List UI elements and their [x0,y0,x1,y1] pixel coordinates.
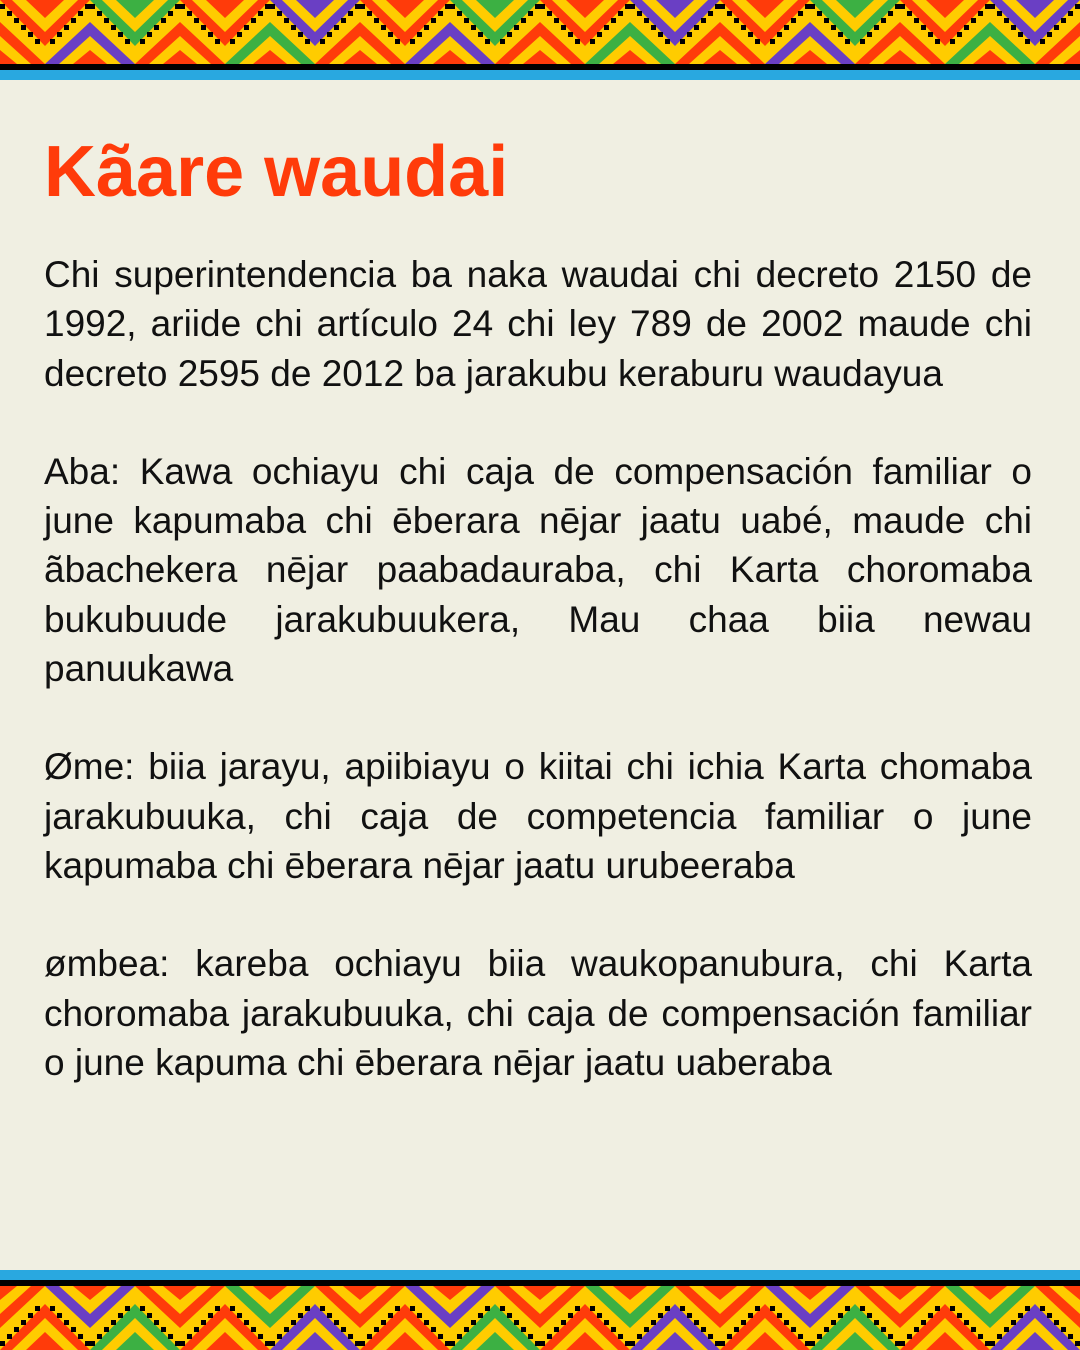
paragraph-intro: Chi superintendencia ba naka waudai chi decreto 2150 de 1992, ariide chi artículo 24 chi ley 789 de 2002 maude chi decreto 2595 de 2012 ba jarakubu keraburu waudayua [44,254,1032,394]
woven-border-pattern [0,0,1080,80]
paragraph-ome: Øme: biia jarayu, apiibiayu o kiitai chi ichia Karta chomaba jarakubuuka, chi caja de competencia familiar o june kapumaba chi ēberara nējar jaatu urubeeraba [44,746,1032,886]
main-content [44,128,1032,1136]
bottom-decorative-border [0,1270,1080,1350]
paragraph-aba: Aba: Kawa ochiayu chi caja de compensación familiar o june kapumaba chi ēberara nējar jaatu uabé, maude chi ãbachekera nējar paabadauraba, chi Karta choromaba bukubuude jarakubuukera, Mau chaa biia newau panuukawa [44,450,1032,690]
woven-border-pattern [0,1270,1080,1350]
top-decorative-border [0,0,1080,80]
paragraph-ombea: ømbea: kareba ochiayu biia waukopanubura, chi Karta choromaba jarakubuuka, chi caja de compensación familiar o june kapuma chi ēberara nējar jaatu uaberaba [44,943,1032,1083]
page-title: Kãare waudai [44,132,509,212]
